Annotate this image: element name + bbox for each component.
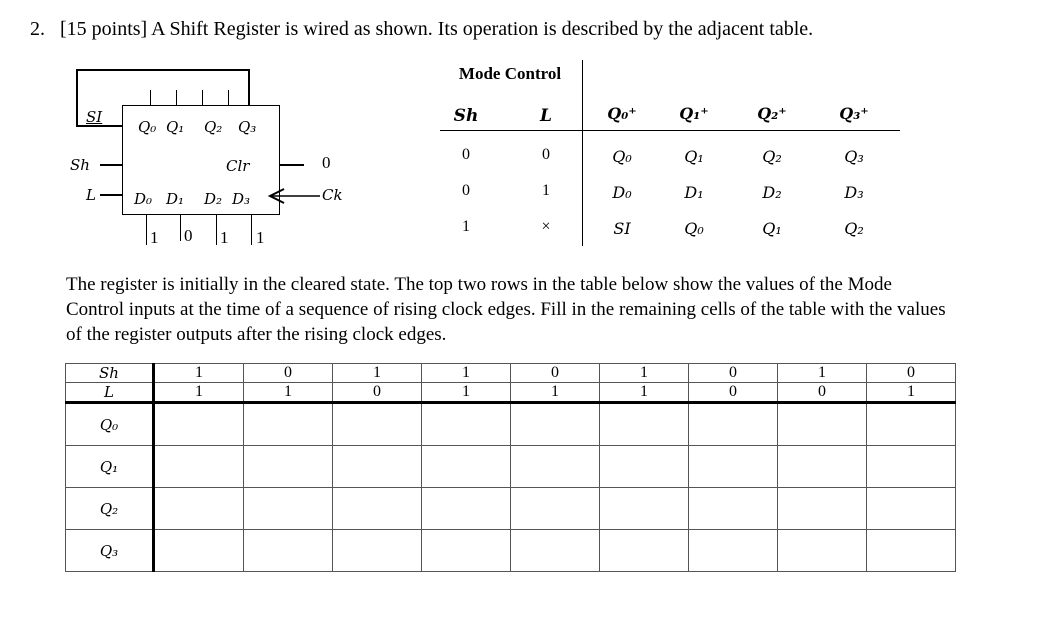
mode-header-l: L — [540, 106, 552, 126]
answer-cell[interactable] — [422, 446, 511, 488]
d0-label: D₀ — [134, 190, 153, 208]
mode-row2-q0: SI — [613, 219, 631, 238]
answer-cell[interactable] — [778, 530, 867, 572]
input-cell: 1 — [867, 383, 956, 403]
l-wire — [100, 194, 122, 196]
input-cell: 0 — [778, 383, 867, 403]
q0-label: Q₀ — [138, 118, 157, 136]
input-cell: 1 — [333, 364, 422, 383]
mode-row0-l: 0 — [542, 146, 550, 163]
input-cell: 1 — [422, 364, 511, 383]
mode-header-q0plus: Q₀⁺ — [607, 104, 637, 123]
answer-cell[interactable] — [689, 530, 778, 572]
mode-divider-horizontal — [440, 130, 900, 131]
input-cell: 1 — [600, 383, 689, 403]
clock-triangle-icon — [262, 186, 322, 206]
answer-cell[interactable] — [333, 530, 422, 572]
d0-pin — [146, 215, 147, 245]
d2-value: 1 — [220, 228, 229, 247]
answer-cell[interactable] — [778, 403, 867, 446]
row-header: Sh — [66, 364, 154, 383]
input-cell: 0 — [689, 364, 778, 383]
mode-row0-sh: 0 — [462, 146, 470, 163]
clr-wire — [280, 164, 304, 166]
mode-row0-q3: Q₃ — [844, 147, 864, 166]
q1-pin — [176, 90, 177, 105]
table-row — [66, 530, 956, 572]
answer-cell[interactable] — [867, 446, 956, 488]
d1-pin — [180, 215, 181, 241]
mode-header-q1plus: Q₁⁺ — [679, 104, 709, 123]
answer-cell[interactable] — [154, 530, 244, 572]
row-header: Q₃ — [66, 530, 154, 572]
answer-cell[interactable] — [244, 488, 333, 530]
d3-pin — [251, 215, 252, 245]
answer-cell[interactable] — [689, 403, 778, 446]
table-row — [66, 383, 956, 403]
input-cell: 1 — [244, 383, 333, 403]
input-cell: 1 — [154, 364, 244, 383]
answer-cell[interactable] — [333, 488, 422, 530]
mode-row1-l: 1 — [542, 182, 550, 199]
answer-cell[interactable] — [689, 446, 778, 488]
answer-cell[interactable] — [244, 446, 333, 488]
table-row — [66, 403, 956, 446]
mode-row2-q1: Q₀ — [684, 219, 704, 238]
q3-pin — [228, 90, 229, 105]
clr-label: Clr — [226, 157, 250, 175]
d1-label: D₁ — [166, 190, 185, 208]
answer-cell[interactable] — [600, 530, 689, 572]
row-header: Q₀ — [66, 403, 154, 446]
answer-cell[interactable] — [867, 530, 956, 572]
answer-cell[interactable] — [867, 403, 956, 446]
table-row — [66, 364, 956, 383]
answer-cell[interactable] — [689, 488, 778, 530]
mode-header-q3plus: Q₃⁺ — [839, 104, 869, 123]
input-cell: 1 — [511, 383, 600, 403]
answer-cell[interactable] — [422, 403, 511, 446]
question-number: 2. — [30, 18, 45, 40]
answer-cell[interactable] — [600, 446, 689, 488]
mode-row1-q0: D₀ — [612, 183, 632, 202]
answer-cell[interactable] — [154, 446, 244, 488]
q2-pin — [202, 90, 203, 105]
mode-row1-sh: 0 — [462, 182, 470, 199]
answer-cell[interactable] — [778, 488, 867, 530]
d3-label: D₃ — [232, 190, 251, 208]
mode-row2-q2: Q₁ — [762, 219, 782, 238]
question-text: [15 points] A Shift Register is wired as shown. Its operation is described by the adjacent table. — [60, 18, 814, 40]
input-cell: 0 — [244, 364, 333, 383]
si-label: SI — [86, 108, 103, 126]
answer-cell[interactable] — [867, 488, 956, 530]
table-row — [66, 446, 956, 488]
row-header: L — [66, 383, 154, 403]
answer-cell[interactable] — [778, 446, 867, 488]
answer-cell[interactable] — [511, 403, 600, 446]
input-cell: 1 — [422, 383, 511, 403]
answer-cell[interactable] — [333, 403, 422, 446]
sh-wire — [100, 164, 122, 166]
answer-cell[interactable] — [511, 530, 600, 572]
sh-label: Sh — [70, 156, 90, 174]
mode-row2-q3: Q₂ — [844, 219, 864, 238]
answer-cell[interactable] — [244, 403, 333, 446]
answer-cell[interactable] — [244, 530, 333, 572]
mode-divider-vertical — [582, 60, 583, 246]
q0-pin — [150, 90, 151, 105]
input-cell: 1 — [600, 364, 689, 383]
row-header: Q₁ — [66, 446, 154, 488]
sequence-table — [65, 363, 956, 572]
d1-value: 0 — [184, 226, 193, 245]
feedback-wire-right — [248, 69, 250, 105]
d0-value: 1 — [150, 228, 159, 247]
ck-label: Ck — [322, 186, 343, 204]
input-cell: 1 — [154, 383, 244, 403]
answer-cell[interactable] — [422, 488, 511, 530]
table-row — [66, 488, 956, 530]
question-title — [30, 18, 813, 41]
d3-value: 1 — [256, 228, 265, 247]
mode-row0-q0: Q₀ — [612, 147, 632, 166]
feedback-wire-left — [76, 69, 78, 126]
mode-header-q2plus: Q₂⁺ — [757, 104, 787, 123]
mode-row2-l: × — [541, 218, 551, 235]
q2-label: Q₂ — [204, 118, 223, 136]
mode-row1-q2: D₂ — [762, 183, 782, 202]
answer-cell[interactable] — [511, 446, 600, 488]
q1-label: Q₁ — [166, 118, 185, 136]
d2-label: D₂ — [204, 190, 223, 208]
answer-cell[interactable] — [511, 488, 600, 530]
input-cell: 0 — [689, 383, 778, 403]
answer-cell[interactable] — [600, 403, 689, 446]
mode-header-sh: Sh — [453, 106, 479, 126]
mode-row0-q2: Q₂ — [762, 147, 782, 166]
mode-row0-q1: Q₁ — [684, 147, 704, 166]
l-label: L — [86, 186, 96, 204]
answer-cell[interactable] — [422, 530, 511, 572]
answer-cell[interactable] — [333, 446, 422, 488]
mode-row1-q1: D₁ — [684, 183, 704, 202]
feedback-wire-top — [76, 69, 250, 71]
input-cell: 0 — [333, 383, 422, 403]
answer-cell[interactable] — [154, 488, 244, 530]
instructions-paragraph: The register is initially in the cleared state. The top two rows in the table below show the values of the Mode Control inputs at the time of a sequence of rising clock edges. Fill in the remaining cells of the table with the values of the register outputs after the rising clock edges. — [66, 274, 946, 345]
mode-row2-sh: 1 — [462, 218, 470, 235]
clr-value: 0 — [322, 153, 331, 172]
d2-pin — [216, 215, 217, 245]
q3-label: Q₃ — [238, 118, 257, 136]
input-cell: 1 — [778, 364, 867, 383]
mode-control-title: Mode Control — [458, 64, 562, 83]
row-header: Q₂ — [66, 488, 154, 530]
answer-cell[interactable] — [154, 403, 244, 446]
mode-row1-q3: D₃ — [844, 183, 864, 202]
answer-cell[interactable] — [600, 488, 689, 530]
input-cell: 0 — [867, 364, 956, 383]
input-cell: 0 — [511, 364, 600, 383]
